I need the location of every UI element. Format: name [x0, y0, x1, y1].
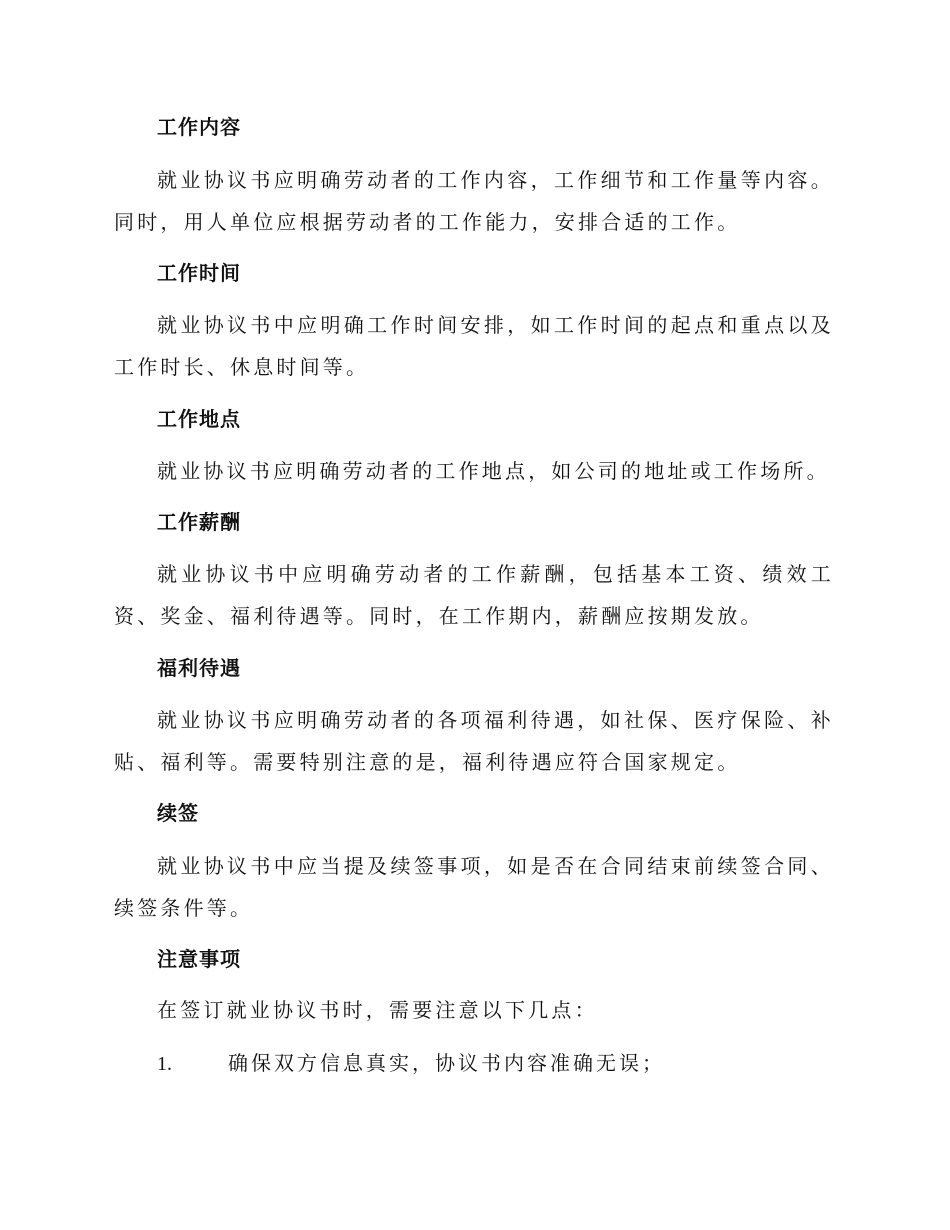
- section-heading-work-salary: 工作薪酬: [157, 510, 241, 534]
- section-body-work-salary: 就业协议书中应明确劳动者的工作薪酬，包括基本工资、绩效工资、奖金、福利待遇等。同时，在工作期内，薪酬应按期发放。: [114, 562, 834, 628]
- section-heading-notes: 注意事项: [157, 947, 241, 971]
- section-heading-work-time: 工作时间: [157, 261, 241, 285]
- list-item-number: 1.: [157, 1053, 172, 1075]
- section-heading-work-location: 工作地点: [157, 407, 241, 431]
- section-heading-renewal: 续签: [157, 801, 199, 825]
- section-body-benefits: 就业协议书应明确劳动者的各项福利待遇，如社保、医疗保险、补贴、福利等。需要特别注意的是，福利待遇应符合国家规定。: [114, 708, 834, 774]
- section-body-work-content: 就业协议书应明确劳动者的工作内容，工作细节和工作量等内容。同时，用人单位应根据劳动者的工作能力，安排合适的工作。: [114, 168, 834, 234]
- list-item: [157, 1048, 665, 1079]
- section-heading-benefits: 福利待遇: [157, 656, 241, 680]
- list-item-text: 确保双方信息真实，协议书内容准确无误；: [228, 1051, 665, 1075]
- section-body-work-time: 就业协议书中应明确工作时间安排，如工作时间的起点和重点以及工作时长、休息时间等。: [114, 313, 834, 379]
- section-body-work-location: 就业协议书应明确劳动者的工作地点，如公司的地址或工作场所。: [157, 459, 830, 483]
- section-body-notes: 在签订就业协议书时，需要注意以下几点：: [157, 998, 598, 1022]
- section-body-renewal: 就业协议书中应当提及续签事项，如是否在合同结束前续签合同、续签条件等。: [114, 854, 834, 920]
- section-heading-work-content: 工作内容: [157, 115, 241, 139]
